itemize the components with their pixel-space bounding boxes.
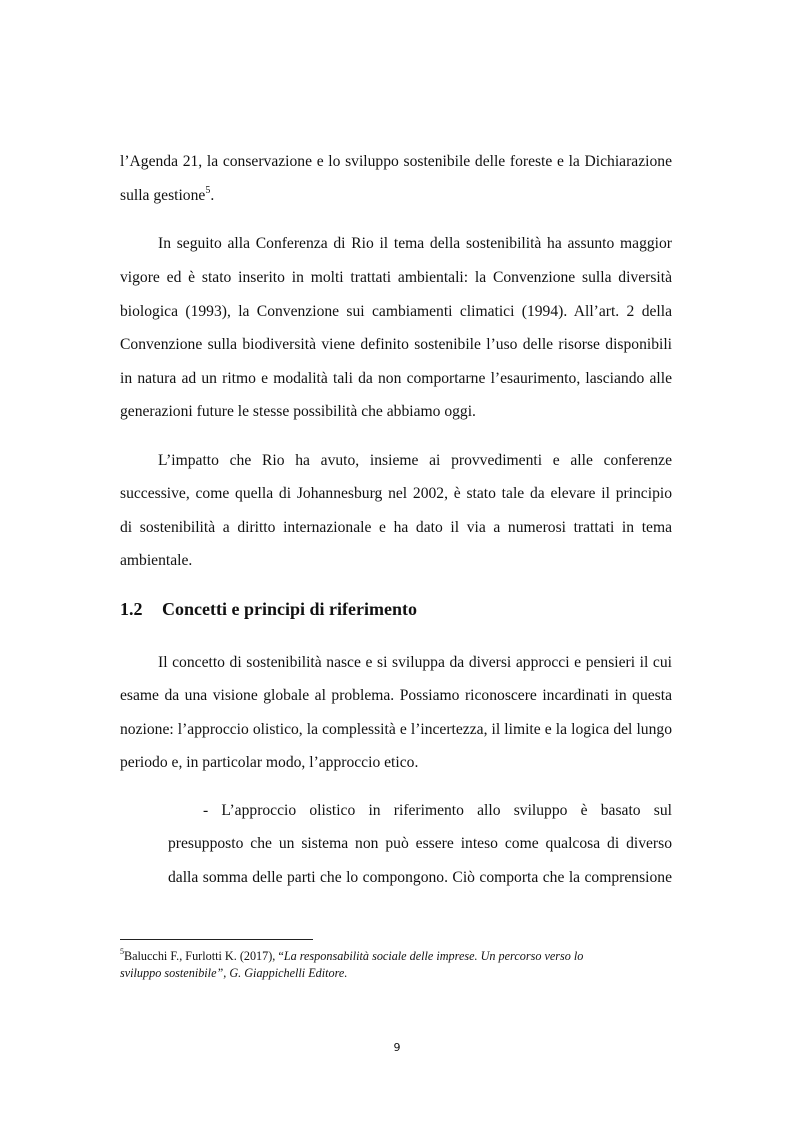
paragraph-line: nozione: l’approccio olistico, la complessità e l’incertezza, il limite e la logica del lungo xyxy=(120,721,672,738)
footnote-reference[interactable]: 5 xyxy=(205,184,211,196)
paragraph-line: biologica (1993), la Convenzione sui cambiamenti climatici (1994). All’art. 2 della xyxy=(120,303,672,320)
footnote-authors: Balucchi F., Furlotti K. (2017), “ xyxy=(124,949,284,963)
paragraph-line: in natura ad un ritmo e modalità tali da non comportarne l’esaurimento, lasciando alle xyxy=(120,370,672,387)
footnote-title: La responsabilità sociale delle imprese. Un percorso verso lo xyxy=(283,949,584,963)
section-number: 1.2 xyxy=(120,599,143,619)
page-number: 9 xyxy=(393,1041,401,1054)
paragraph-line: successive, come quella di Johannesburg nel 2002, è stato tale da elevare il principio xyxy=(120,485,672,502)
list-item-line: presupposto che un sistema non può essere inteso come qualcosa di diverso xyxy=(168,835,672,852)
paragraph-line: di sostenibilità a diritto internazionale e ha dato il via a numerosi trattati in tema xyxy=(120,519,672,536)
paragraph-line: In seguito alla Conferenza di Rio il tema della sostenibilità ha assunto maggior xyxy=(158,235,672,252)
footnote-line xyxy=(120,948,680,964)
footnote-publisher: ”, G. Giappichelli Editore. xyxy=(216,966,348,980)
paragraph-line: periodo e, in particolar modo, l’approccio etico. xyxy=(120,754,419,771)
footnote-title: sviluppo sostenibile xyxy=(120,966,217,980)
text-span: sulla gestione xyxy=(120,187,206,204)
paragraph-line: l’Agenda 21, la conservazione e lo sviluppo sostenibile delle foreste e la Dichiarazione xyxy=(120,153,672,170)
paragraph-line xyxy=(120,186,672,206)
footnote-line xyxy=(120,965,680,981)
paragraph-line: vigore ed è stato inserito in molti trattati ambientali: la Convenzione sulla diversità xyxy=(120,269,672,286)
section-heading xyxy=(120,597,417,621)
text-span: . xyxy=(210,187,215,204)
paragraph-line: generazioni future le stesse possibilità che abbiamo oggi. xyxy=(120,403,476,420)
paragraph-line: esame da una visione globale al problema. Possiamo riconoscere incardinati in questa xyxy=(120,687,672,704)
list-item-line: - L’approccio olistico in riferimento allo sviluppo è basato sul xyxy=(203,802,672,819)
footnote-separator xyxy=(120,939,313,940)
paragraph-line: ambientale. xyxy=(120,552,193,569)
paragraph-line: Il concetto di sostenibilità nasce e si sviluppa da diversi approcci e pensieri il cui xyxy=(158,654,672,671)
footnote-marker: 5 xyxy=(120,946,124,956)
paragraph-line: Convenzione sulla biodiversità viene definito sostenibile l’uso delle risorse disponibili xyxy=(120,336,672,353)
list-item-line: dalla somma delle parti che lo compongono. Ciò comporta che la comprensione xyxy=(168,869,672,886)
section-title: Concetti e principi di riferimento xyxy=(162,599,417,619)
paragraph-line: L’impatto che Rio ha avuto, insieme ai provvedimenti e alle conferenze xyxy=(158,452,672,469)
